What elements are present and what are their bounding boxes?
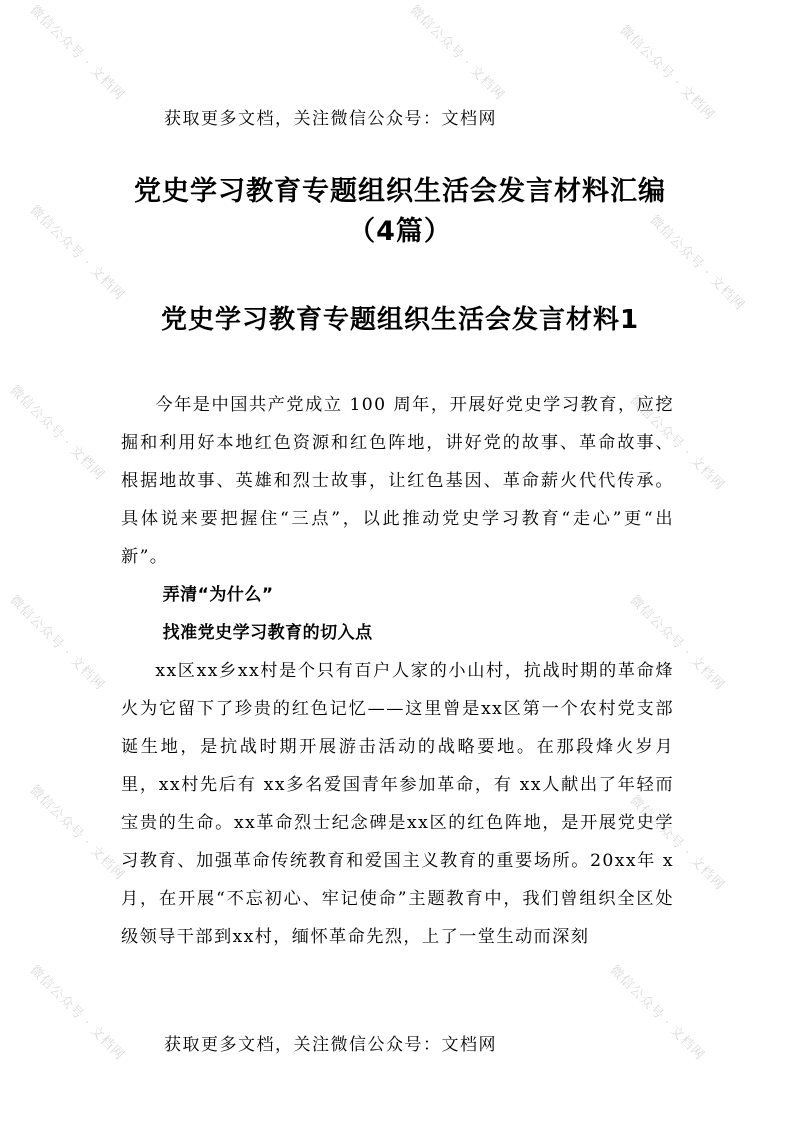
watermark: 微信公众号 · 文档网 — [626, 392, 728, 494]
watermark: 微信公众号 · 文档网 — [406, 2, 508, 104]
watermark: 微信公众号 · 文档网 — [616, 22, 718, 124]
section-title: 党史学习教育专题组织生活会发言材料1 — [160, 305, 640, 335]
subheading-entry-point: 找准党史学习教育的切入点 — [162, 623, 373, 643]
watermark: 微信公众号 · 文档网 — [6, 382, 108, 484]
header-note: 获取更多文档，关注微信公众号：文档网 — [164, 109, 497, 129]
document-title: 党史学习教育专题组织生活会发言材料汇编（4篇） — [134, 176, 666, 247]
watermark: 微信公众号 · 文档网 — [6, 592, 108, 694]
watermark: 微信公众号 · 文档网 — [26, 202, 128, 304]
footer-note: 获取更多文档，关注微信公众号：文档网 — [164, 1035, 497, 1055]
body-paragraph: xx区xx乡xx村是个只有百户人家的小山村，抗战时期的革命烽火为它留下了珍贵的红色记忆——这里曾是xx区第一个农村党支部诞生地，是抗战时期开展游击活动的战略要地。在那段烽火岁月里，xx村先后有 xx多名爱国青年参加革命，有 xx人献出了年轻而宝贵的生命。xx革命烈士纪念碑是xx区的红色阵地，是开展党史学习教育、加强革命传统教育和爱国主义教育的重要场所。20xx年 x月，在开展“不忘初心、牢记使命”主题教育中，我们曾组织全区处级领导干部到xx村，缅怀革命先烈，上了一堂生动而深刻 — [121, 661, 674, 947]
watermark: 微信公众号 · 文档网 — [626, 792, 728, 894]
document-body — [121, 386, 674, 956]
watermark: 微信公众号 · 文档网 — [626, 592, 728, 694]
subheading-why: 弄清“为什么” — [162, 585, 274, 605]
watermark: 微信公众号 · 文档网 — [606, 962, 708, 1064]
watermark: 微信公众号 · 文档网 — [646, 212, 748, 314]
intro-paragraph: 今年是中国共产党成立 100 周年，开展好党史学习教育，应挖掘和利用好本地红色资源和红色阵地，讲好党的故事、革命故事、根据地故事、英雄和烈士故事，让红色基因、革命薪火代代传承。具体说来要把握住“三点”，以此推动党史学习教育“走心”更“出新”。 — [121, 395, 674, 567]
watermark: 微信公众号 · 文档网 — [26, 962, 128, 1064]
watermark: 微信公众号 · 文档网 — [26, 782, 128, 884]
watermark: 微信公众号 · 文档网 — [26, 2, 128, 104]
